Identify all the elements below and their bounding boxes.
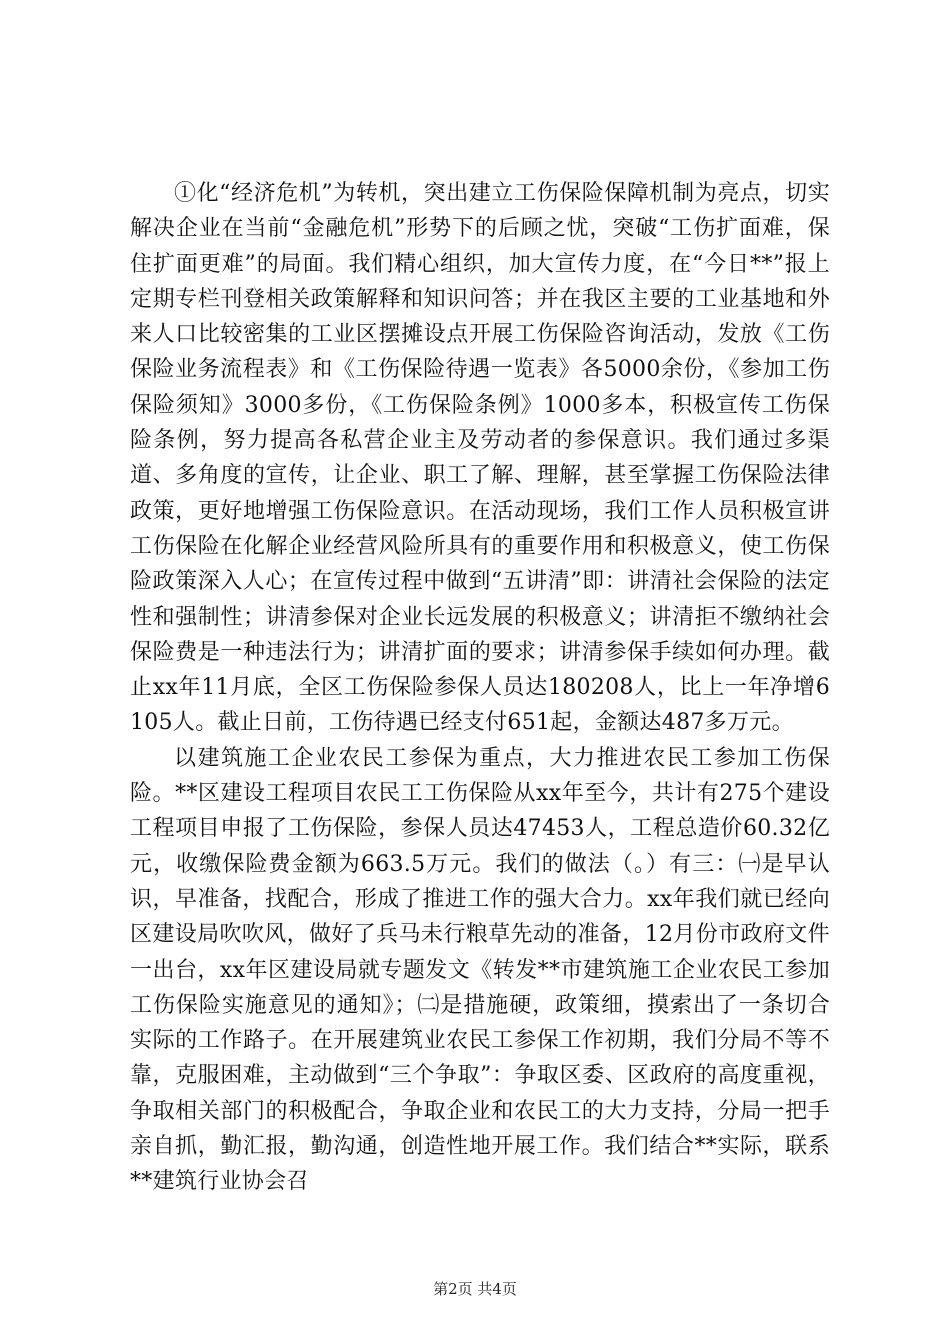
paragraph-economic-crisis: ①化“经济危机”为转机，突出建立工伤保险保障机制为亮点，切实解决企业在当前“金融危机”形势下的后顾之忧，突破“工伤扩面难，保住扩面更难”的局面。我们精心组织，加大宣传力度，在“今日**”报上定期专栏刊登相关政策解释和知识问答；并在我区主要的工业基地和外来人口比较密集的工业区摆摊设点开展工伤保险咨询活动，发放《工伤保险业务流程表》和《工伤保险待遇一览表》各5000余份，《参加工伤保险须知》3000多份，《工伤保险条例》1000多本，积极宣传工伤保险条例，努力提高各私营企业主及劳动者的参保意识。我们通过多渠道、多角度的宣传，让企业、职工了解、理解，甚至掌握工伤保险法律政策，更好地增强工伤保险意识。在活动现场，我们工作人员积极宣讲工伤保险在化解企业经营风险所具有的重要作用和积极意义，使工伤保险政策深入人心；在宣传过程中做到“五讲清”即：讲清社会保险的法定性和强制性；讲清参保对企业长远发展的积极意义；讲清拒不缴纳社会保险费是一种违法行为；讲清扩面的要求；讲清参保手续如何办理。截止xx年11月底，全区工伤保险参保人员达180208人，比上一年净增6105人。截止日前，工伤待遇已经支付651起，金额达487多万元。 xyxy=(130,181,830,736)
paragraph-construction-workers: 以建筑施工企业农民工参保为重点，大力推进农民工参加工伤保险。**区建设工程项目农民工工伤保险从xx年至今，共计有275个建设工程项目申报了工伤保险，参保人员达47453人，工程总造价60.32亿元，收缴保险费金额为663.5万元。我们的做法（。）有三：㈠是早认识，早准备，找配合，形成了推进工作的强大合力。xx年我们就已经向区建设局吹吹风，做好了兵马未行粮草先动的准备，12月份市政府文件一出台，xx年区建设局就专题发文《转发**市建筑施工企业农民工参加工伤保险实施意见的通知》；㈡是措施硬，政策细，摸索出了一条切合实际的工作路子。在开展建筑业农民工参保工作初期，我们分局不等不靠，克服困难，主动做到“三个争取”：争取区委、区政府的高度重视，争取相关部门的积极配合，争取企业和农民工的大力支持，分局一把手亲自抓，勤汇报，勤沟通，创造性地开展工作。我们结合**实际，联系**建筑行业协会召 xyxy=(130,745,830,1195)
page-number-footer: 第2页 共4页 xyxy=(433,1280,517,1298)
document-body xyxy=(130,176,830,1200)
